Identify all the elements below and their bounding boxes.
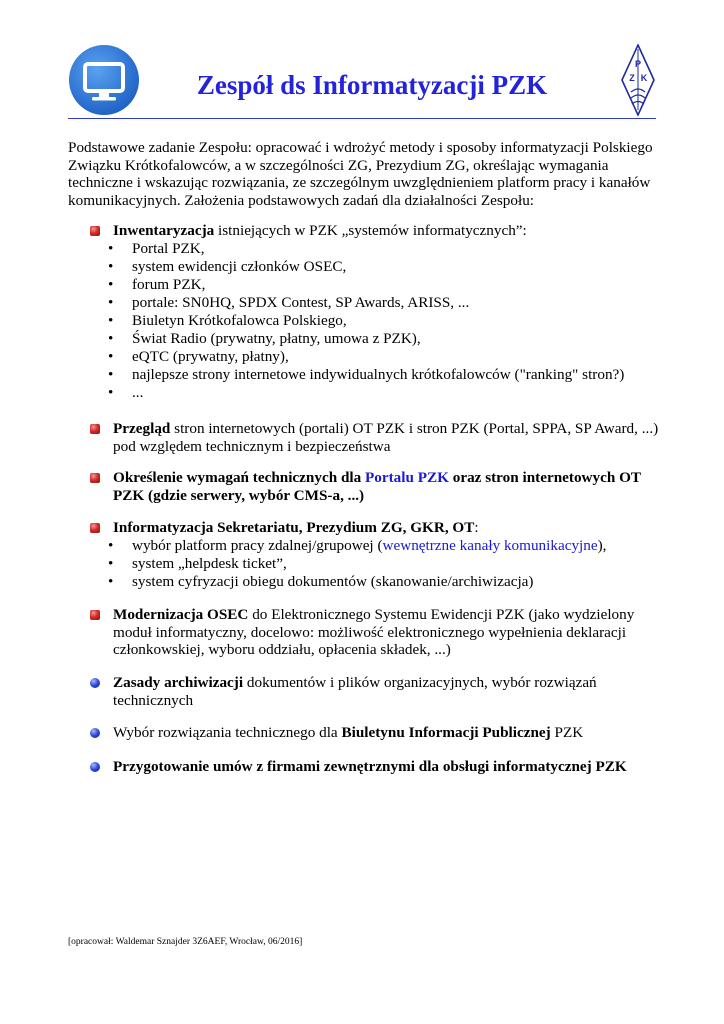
section-inwentaryzacja — [90, 222, 662, 402]
monitor-icon — [68, 44, 140, 116]
red-bullet-icon — [90, 473, 100, 483]
portal-pzk-link[interactable]: Portalu PZK — [365, 469, 449, 486]
secretariat-list — [90, 537, 662, 591]
intro-paragraph: Podstawowe zadanie Zespołu: opracować i wdrożyć metody i sposoby informatyzacji Polskiego Związku Krótkofalowców, a w szczególności ZG, Prezydium ZG, określając wymagania techniczne i wskazując rozwiązania, ze szczególnym uwzględnieniem platform pracy i kanałów komunikacyjnych. Założenia podstawowych zadań dla działalności Zespołu: — [68, 139, 653, 209]
pzk-logo-letter-z: Z — [629, 73, 635, 83]
section-heading — [90, 420, 662, 455]
section-bold-label: Zasady archiwizacji — [113, 674, 244, 691]
section-text: dokumentów i plików organizacyjnych, wybór rozwiązań technicznych — [113, 674, 597, 709]
section-bold-label: Określenie wymagań technicznych dla — [113, 469, 365, 486]
section-bold-label: Inwentaryzacja — [113, 222, 215, 239]
blue-bullet-icon — [90, 678, 100, 688]
section-wymagania — [90, 469, 662, 504]
section-umowy — [90, 758, 662, 776]
section-heading — [90, 519, 662, 537]
section-bold-label: Przygotowanie umów z firmami zewnętrznymi dla obsługi informatycznej PZK — [113, 758, 627, 775]
section-bold-label: Modernizacja OSEC — [113, 606, 249, 623]
document-header — [68, 44, 656, 118]
section-heading — [90, 469, 662, 504]
section-bold-label: Przegląd — [113, 420, 171, 437]
red-bullet-icon — [90, 424, 100, 434]
section-bold-label: Informatyzacja Sekretariatu, Prezydium ZG, GKR, OT — [113, 519, 475, 536]
section-text: do Elektronicznego Systemu Ewidencji PZK (jako wydzielony moduł informatyczny, docelowo: możliwość elektronicznego wypełnienia deklaracji członkowskiej, wyboru oddziału, opłacenia składek, ...) — [113, 606, 635, 658]
item-text: ), — [597, 536, 607, 554]
list-item: • system ewidencji członków OSEC, — [90, 258, 662, 276]
list-item: • eQTC (prywatny, płatny), — [90, 348, 662, 366]
list-item: • najlepsze strony internetowe indywidualnych krótkofalowców ("ranking" stron?) — [90, 366, 662, 384]
list-item: • system „helpdesk ticket”, — [90, 555, 662, 573]
section-bold-label: Biuletynu Informacji Publicznej — [341, 724, 551, 741]
section-heading — [90, 222, 662, 240]
inventory-list — [90, 240, 662, 403]
item-text: wybór platform pracy zdalnej/grupowej ( — [132, 536, 383, 554]
section-przeglad — [90, 420, 662, 455]
list-item: • Świat Radio (prywatny, płatny, umowa z PZK), — [90, 330, 662, 348]
footer-note: [opracował: Waldemar Sznajder 3Z6AEF, Wrocław, 06/2016] — [68, 937, 303, 947]
section-text: istniejących w PZK „systemów informatycznych”: — [214, 222, 527, 239]
section-sekretariat — [90, 519, 662, 591]
page-title: Zespół ds Informatyzacji PZK — [196, 70, 548, 100]
list-item — [90, 537, 662, 555]
red-bullet-icon — [90, 226, 100, 236]
red-bullet-icon — [90, 523, 100, 533]
red-bullet-icon — [90, 610, 100, 620]
section-heading — [90, 724, 662, 742]
pzk-logo-letter-p: P — [634, 59, 642, 69]
section-bip — [90, 724, 662, 742]
section-text: stron internetowych (portali) OT PZK i stron PZK (Portal, SPPA, SP Award, ...) pod względem technicznym i bezpieczeństwa — [113, 420, 659, 455]
list-item: • ... — [90, 384, 662, 402]
section-text: : — [474, 519, 479, 536]
blue-bullet-icon — [90, 728, 100, 738]
list-item: • forum PZK, — [90, 276, 662, 294]
blue-bullet-icon — [90, 762, 100, 772]
section-heading — [90, 606, 662, 659]
section-text: PZK — [550, 724, 584, 741]
list-item: • portale: SN0HQ, SPDX Contest, SP Awards, ARISS, ... — [90, 294, 662, 312]
section-text: Wybór rozwiązania technicznego dla — [113, 724, 342, 741]
section-osec — [90, 606, 662, 659]
list-item: • system cyfryzacji obiegu dokumentów (skanowanie/archiwizacja) — [90, 573, 662, 591]
section-heading — [90, 758, 662, 776]
section-archiwizacja — [90, 674, 662, 709]
section-heading — [90, 674, 662, 709]
list-item: • Biuletyn Krótkofalowca Polskiego, — [90, 312, 662, 330]
list-item: • Portal PZK, — [90, 240, 662, 258]
pzk-logo-letter-k: K — [640, 73, 648, 83]
header-divider — [68, 118, 656, 119]
section-bold-label: oraz stron internetowych OT PZK (gdzie serwery, wybór CMS-a, ...) — [113, 469, 641, 504]
pzk-diamond-logo — [621, 44, 655, 116]
internal-channels-link[interactable]: wewnętrzne kanały komunikacyjne — [382, 536, 598, 554]
